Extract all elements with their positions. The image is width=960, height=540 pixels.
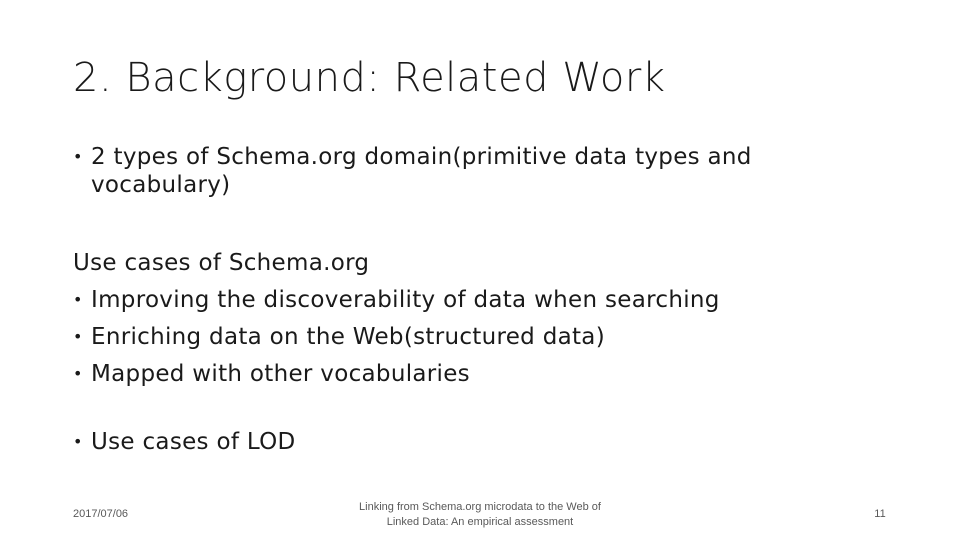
bullet-icon: • [73,147,83,166]
list-item-text: Improving the discoverability of data when searching [91,286,720,313]
footer-date: 2017/07/06 [73,508,129,520]
slide-title: 2. Background: Related Work [73,55,666,101]
intro-bullet-line2: vocabulary) [91,172,231,198]
list-item [73,318,720,355]
list-item-text: Enriching data on the Web(structured data) [91,323,605,350]
footer-title-line2: Linked Data: An empirical assessment [386,516,574,528]
page-number: 11 [874,508,886,520]
list-item [73,355,720,392]
list-item [73,281,720,318]
footer-title-line1: Linking from Schema.org microdata to the Web of [359,501,601,513]
list-item-text: Mapped with other vocabularies [91,360,470,387]
schema-use-cases-heading: Use cases of Schema.org [73,249,370,276]
lod-bullet-text: Use cases of LOD [91,429,296,455]
schema-use-cases [73,244,720,392]
bullet-icon: • [73,363,83,383]
intro-bullet-line1: 2 types of Schema.org domain(primitive data types and [91,144,752,170]
intro-bullet [73,143,752,199]
lod-bullet [73,428,296,456]
bullet-icon: • [73,326,83,346]
footer-title [330,500,630,530]
bullet-icon: • [73,289,83,309]
bullet-icon: • [73,432,83,451]
